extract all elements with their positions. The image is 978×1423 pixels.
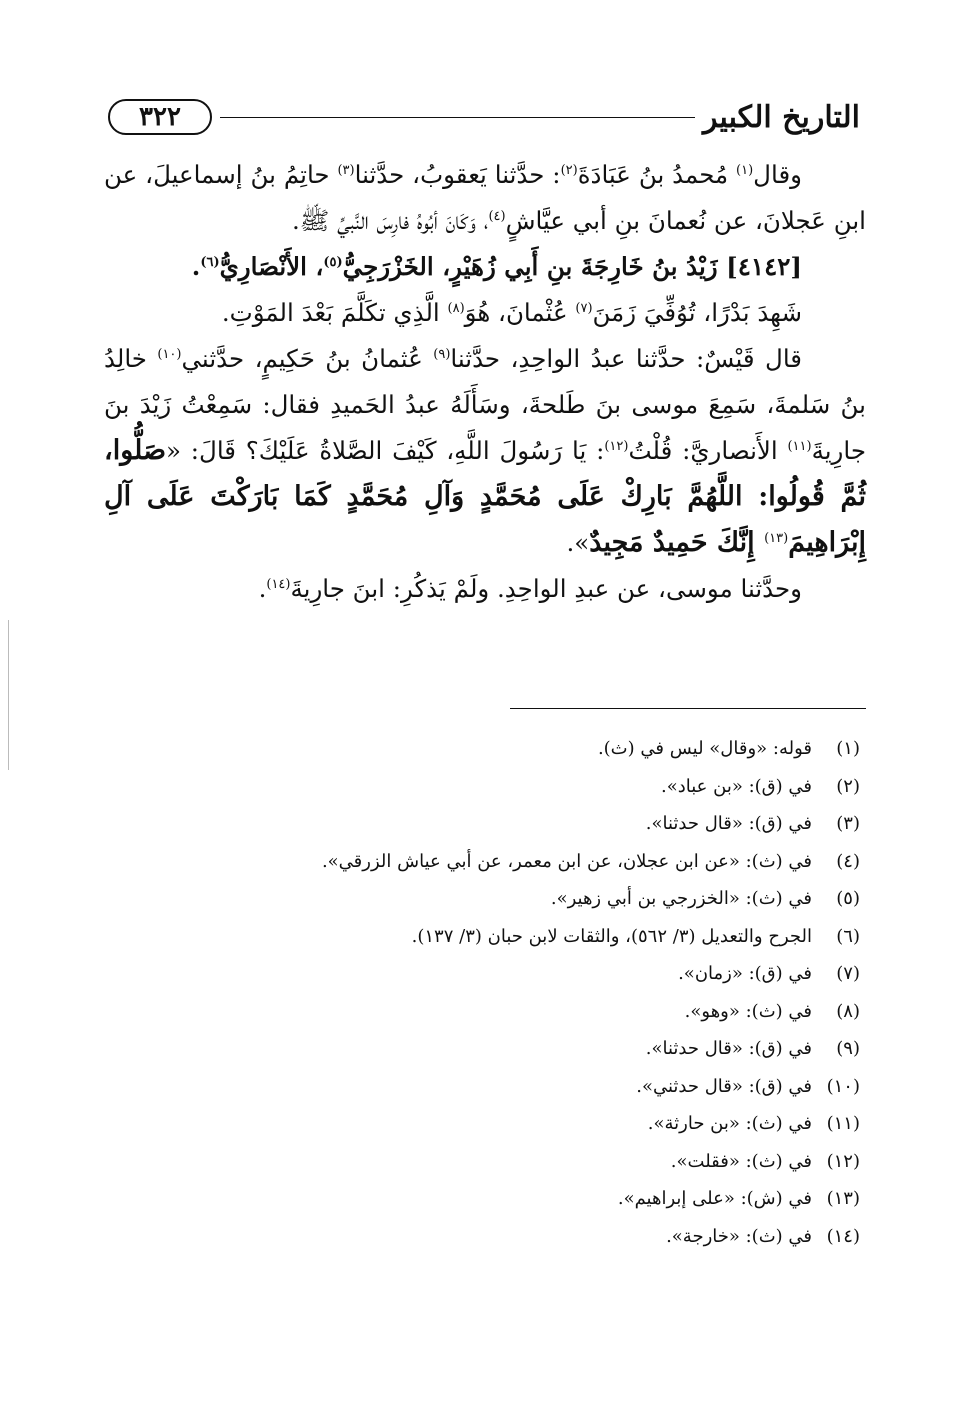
main-text	[104, 152, 866, 612]
footnote-ref: (٦)	[200, 255, 220, 270]
footnote	[180, 1180, 860, 1218]
footnote-text: في (ش): «على إبراهيم».	[617, 1188, 812, 1209]
text-run: عُثْمانَ، هُوَ	[464, 298, 576, 327]
footnote	[180, 1030, 860, 1068]
hadith-quote: إِنَّكَ حَمِيدٌ مَجِيدٌ	[589, 527, 765, 558]
paragraph-3	[104, 290, 866, 336]
footnote-ref: (٣)	[337, 163, 355, 178]
footnote-ref: (٤)	[488, 209, 506, 224]
text-run: شَهِدَ بَدْرًا، تُوُفِّيَ زَمَنَ	[592, 298, 802, 327]
footnote-ref: (١٢)	[604, 439, 629, 454]
page-number: ٣٢٢	[139, 102, 181, 132]
footnote-number: (١٢)	[826, 1150, 860, 1172]
paragraph-4	[104, 336, 866, 566]
footnote-ref: (٨)	[447, 301, 465, 316]
footnote-text: في (ث): «خارجة».	[666, 1225, 812, 1247]
footnote-text: في (ث): «وهو».	[684, 1000, 812, 1022]
footnote-ref: (١٤)	[266, 577, 291, 592]
footnotes	[180, 730, 860, 1255]
footnote	[180, 1218, 860, 1256]
entry-title: ، الأَنْصَارِيُّ	[219, 252, 324, 281]
text-run: مُحمدُ بنُ عَبَادَةَ	[577, 160, 737, 189]
text-run: الأَنصاريَّ: قُلْتُ	[628, 436, 788, 465]
footnote	[180, 1105, 860, 1143]
footnote-number: (٦)	[836, 925, 860, 947]
entry-title: [٤١٤٢] زَيْدُ بنُ خَارِجَةَ بنِ أَبِي زُهَيْرٍ، الخَزْرَجِيُّ	[342, 252, 802, 281]
footnote-ref: (٢)	[560, 163, 578, 178]
text-run: حاتِمُ بنُ إسماعيلَ، عن ابنِ عَجلانَ، عن نُعمانَ بنِ أبي عيَّاشٍ	[104, 160, 866, 235]
footnote-number: (٧)	[836, 963, 860, 984]
text-run: ، وَكَانَ أبُوهُ فارِسَ النَّبيِّ ﷺ.	[291, 206, 489, 235]
footnote-text: في (ق): «قال حدثني».	[636, 1075, 812, 1097]
paragraph-1	[104, 152, 866, 244]
footnote	[180, 880, 860, 918]
footnote-text: في (ث): «بن حارثة».	[647, 1113, 812, 1134]
footnote	[180, 993, 860, 1031]
text-run: وحدَّثنا موسى، عن عبدِ الواحِدِ. ولَمْ يَذكُرِ: ابنَ جارِيةَ	[290, 574, 802, 603]
page-number-badge	[108, 99, 212, 135]
text-run: .	[258, 574, 267, 603]
footnote-text: في (ث): «عن ابن عجلان، عن ابن معمر، عن أبي عياش الزرقي».	[321, 850, 812, 872]
text-run: .	[191, 252, 201, 281]
footnote-text: في (ث): «الخزرجي بن أبي زهير».	[550, 888, 812, 909]
footnote-ref: (٧)	[575, 301, 593, 316]
text-run: وقال	[753, 160, 802, 189]
book-title: التاريخ الكبير	[702, 99, 860, 135]
footnote-number: (١١)	[826, 1113, 860, 1134]
footnote-text: في (ق): «بن عباد».	[661, 775, 812, 797]
text-run: : حدَّثنا يَعقوبُ، حدَّثنا	[354, 160, 561, 189]
footnote-ref: (٩)	[433, 347, 451, 362]
footnote-text: في (ق): «قال حدثنا».	[645, 1038, 812, 1059]
footnote-ref: (١٣)	[764, 531, 789, 546]
footnote-number: (٨)	[836, 1000, 860, 1022]
footnote-ref: (٥)	[323, 255, 343, 270]
hadith-quote: صَلُّوا، ثُمَّ قُولُوا: اللَّهُمَّ بَارِكْ عَلَى مُحَمَّدٍ وَآلِ مُحَمَّدٍ كَمَا بَارَكْتَ عَلَى آلِ إِبْرَاهِيمَ	[104, 435, 866, 558]
footnote-ref: (١١)	[787, 439, 812, 454]
footnote-number: (٩)	[836, 1038, 860, 1059]
paragraph-5	[104, 566, 866, 612]
text-run: الَّذِي تكَلَّمَ بَعْدَ المَوْتِ.	[221, 298, 448, 327]
footnote-number: (١٠)	[826, 1075, 860, 1097]
footnote-number: (٢)	[836, 775, 860, 797]
scan-margin-line	[8, 620, 9, 770]
footnote	[180, 1143, 860, 1181]
footnote-text: قوله: «وقال» ليس في (ث).	[597, 738, 812, 759]
footnote-number: (١)	[836, 738, 860, 759]
footnote-text: في (ق): «قال حدثنا».	[645, 813, 812, 834]
footnote	[180, 768, 860, 806]
footnote-number: (٥)	[836, 888, 860, 909]
footnote-separator	[510, 708, 866, 709]
text-run: عُثمانُ بنُ حَكِيمٍ، حدَّثني	[181, 344, 434, 373]
footnote-text: الجرح والتعديل (٣/ ٥٦٢)، والثقات لابن حبان (٣/ ١٣٧).	[411, 925, 812, 947]
text-run: قال قَيْسٌ: حدَّثنا عبدُ الواحِدِ، حدَّثنا	[450, 344, 802, 373]
page-header	[108, 94, 870, 140]
footnote	[180, 805, 860, 843]
text-run: : يَا رَسُولَ اللَّهِ، كَيْفَ الصَّلاةُ عَلَيْكَ؟ قَالَ: «	[166, 436, 605, 465]
footnote-number: (٤)	[836, 850, 860, 872]
header-rule	[220, 117, 695, 118]
text-run: خالِدُ بنُ سَلمةَ، سَمِعَ موسى بنَ طَلحةَ، وسَأَلَهُ عبدُ الحَميدِ فقال: سَمِعْتُ زَيْدَ بنَ جارِيةَ	[104, 344, 866, 465]
footnote-ref: (١)	[736, 163, 754, 178]
text-run: ».	[566, 528, 590, 557]
footnote-number: (١٣)	[826, 1188, 860, 1209]
footnote	[180, 1068, 860, 1106]
footnote	[180, 955, 860, 993]
footnote-ref: (١٠)	[157, 347, 182, 362]
footnote-text: في (ث): «فقلت».	[670, 1150, 812, 1172]
entry-heading	[104, 244, 866, 290]
footnote-number: (٣)	[836, 813, 860, 834]
footnote-text: في (ق): «زمان».	[678, 963, 812, 984]
footnote	[180, 730, 860, 768]
footnote	[180, 918, 860, 956]
footnote	[180, 843, 860, 881]
footnote-number: (١٤)	[826, 1225, 860, 1247]
